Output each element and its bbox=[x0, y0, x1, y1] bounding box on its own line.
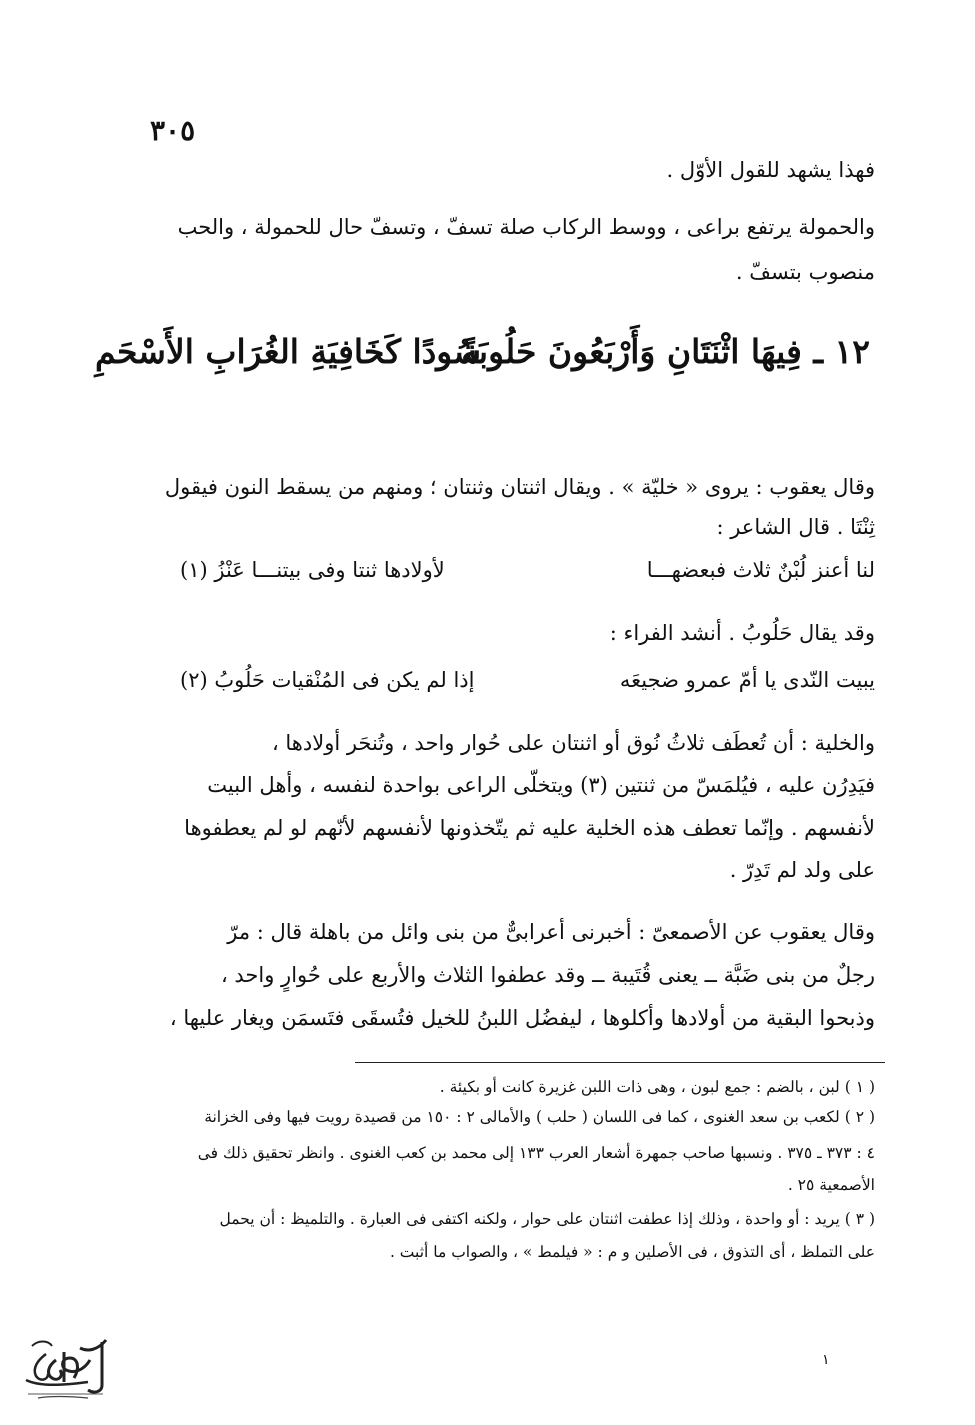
para4-line-2: رجلٌ من بنى ضَبَّة ــ يعنى قُتَيبة ــ وقد عطفوا الثلاث والأربع على حُوارٍ واحد ، bbox=[220, 963, 875, 987]
verse-heading bbox=[95, 332, 870, 382]
para3-line-3: لأنفسهم . وإنّما تعطف هذه الخلية عليه ثم يتّخذونها لأنفسهم لأنّهم لو لم يعطفوها bbox=[184, 816, 875, 840]
page-number: ٣٠٥ bbox=[150, 114, 196, 147]
calligraphy-logo bbox=[18, 1330, 113, 1405]
para3-line-4: على ولد لم تَدِرّ . bbox=[729, 858, 875, 882]
para3-line-1: والخلية : أن تُعطَف ثلاثُ نُوق أو اثنتان على حُوار واحد ، وتُنحَر أولادها ، bbox=[271, 731, 875, 755]
intro-line-1: فهذا يشهد للقول الأوّل . bbox=[666, 158, 875, 182]
footnote-2-line-3: الأصمعية ٢٥ . bbox=[787, 1176, 875, 1194]
footnote-divider bbox=[355, 1062, 885, 1063]
verse-heading-second-hemistich: سُودًا كَخَافِيَةِ الغُرَابِ الأَسْحَمِ bbox=[95, 332, 482, 371]
footnote-1: ( ١ ) لبن ، بالضم : جمع لبون ، وهى ذات اللبن غزيرة كانت أو بكيئة . bbox=[439, 1078, 875, 1096]
poem-1-second-hemistich: لأولادها ثنتا وفى بيتنـــا عَنْزُ (١) bbox=[180, 558, 445, 582]
poem-2-second-hemistich: إذا لم يكن فى المُنْقيات حَلُوبُ (٢) bbox=[180, 668, 475, 692]
verse-heading-first-hemistich: ١٢ ـ فِيهَا اثْنَتَانِ وَأَرْبَعُونَ حَلُوبَةً bbox=[461, 332, 870, 371]
poem-1 bbox=[180, 558, 875, 588]
intro-line-3: منصوب بتسفّ . bbox=[735, 260, 875, 284]
intro-line-2: والحمولة يرتفع براعى ، ووسط الركاب صلة تسفّ ، وتسفّ حال للحمولة ، والحب bbox=[177, 215, 875, 239]
footnote-3-line-2: على التملظ ، أى التذوق ، فى الأصلين و م : « فيلمط » ، والصواب ما أثبت . bbox=[389, 1243, 875, 1261]
poem-2-first-hemistich: يبيت النّدى يا أمّ عمرو ضجيعَه bbox=[619, 668, 875, 692]
footnote-3-line-1: ( ٣ ) يريد : أو واحدة ، وذلك إذا عطفت اثنتان على حوار ، ولكنه اكتفى فى العبارة . والتلميظ : أن يحمل bbox=[219, 1210, 875, 1228]
poem-2 bbox=[180, 668, 875, 698]
footnote-2-line-1: ( ٢ ) لكعب بن سعد الغنوى ، كما فى اللسان ( حلب ) والأمالى ٢ : ١٥٠ من قصيدة رويت فيها وفى الخزانة bbox=[204, 1108, 875, 1126]
para4-line-3: وذبحوا البقية من أولادها وأكلوها ، ليفضُل اللبنُ للخيل فتُسقَى فتَسمَن ويغار عليها ، bbox=[169, 1006, 875, 1030]
para1-line-2: ثِنْتَا . قال الشاعر : bbox=[716, 515, 875, 539]
signature-mark: ١ bbox=[822, 1352, 830, 1368]
para3-line-2: فيَدِرُن عليه ، فيُلمَسّ من ثنتين (٣) ويتخلّى الراعى بواحدة لنفسه ، وأهل البيت bbox=[207, 773, 875, 797]
poem-1-first-hemistich: لنا أعنز لُبْنٌ ثلاث فبعضهـــا bbox=[646, 558, 875, 582]
para4-line-1: وقال يعقوب عن الأصمعىّ : أخبرنى أعرابىٌّ من بنى وائل من باهلة قال : مرّ bbox=[227, 920, 875, 944]
footnote-2-line-2: ٤ : ٣٧٣ ـ ٣٧٥ . ونسبها صاحب جمهرة أشعار العرب ١٣٣ إلى محمد بن كعب الغنوى . وانظر تحقيق ذلك فى bbox=[197, 1144, 875, 1162]
para2-line: وقد يقال حَلُوبُ . أنشد الفراء : bbox=[609, 621, 875, 645]
para1-line-1: وقال يعقوب : يروى « خليّة » . ويقال اثنتان وثنتان ؛ ومنهم من يسقط النون فيقول bbox=[164, 475, 875, 499]
